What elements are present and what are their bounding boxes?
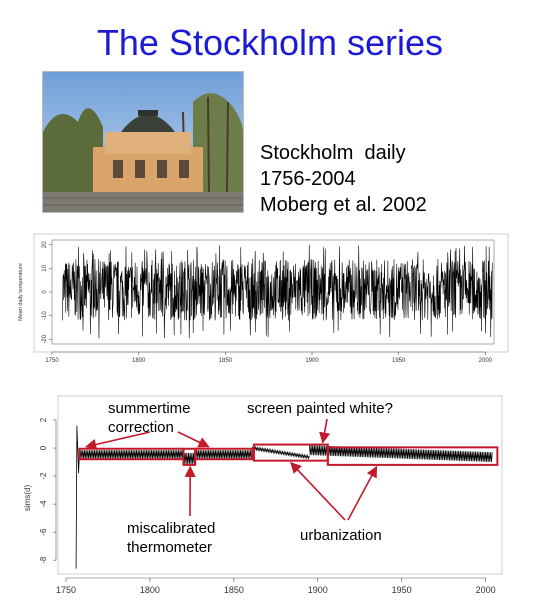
- series-caption: [260, 140, 427, 218]
- caption-line-1: Stockholm daily: [260, 142, 406, 164]
- bottom-y-tick-label: -4: [39, 500, 48, 508]
- bottom-y-axis-label: sims(d): [23, 484, 32, 512]
- top-x-tick-label: 2000: [478, 358, 493, 364]
- bottom-x-tick-label: 1800: [139, 585, 160, 595]
- top-y-tick-label: 10: [42, 265, 48, 272]
- bottom-y-tick-label: -2: [39, 472, 48, 480]
- top-x-tick-label: 1900: [305, 358, 319, 364]
- annotation-line: miscalibrated: [127, 520, 216, 537]
- bottom-x-tick-label: 1950: [391, 585, 412, 595]
- top-y-tick-label: -10: [42, 311, 48, 320]
- annotation-line: correction: [108, 419, 174, 436]
- arrow-urbanization-right: [348, 467, 377, 520]
- top-x-tick-label: 1850: [218, 358, 233, 364]
- bottom-y-tick-label: -6: [39, 528, 48, 536]
- bottom-y-tick-label: 2: [39, 417, 48, 423]
- daily-temperature-line: [62, 245, 492, 339]
- top-x-tick-label: 1950: [391, 358, 406, 364]
- bottom-x-tick-label: 2000: [475, 585, 496, 595]
- bottom-x-tick-label: 1900: [307, 585, 328, 595]
- bottom-y-tick-label: -8: [39, 556, 48, 564]
- top-y-axis-label: Mean daily temperature: [18, 263, 24, 321]
- annotation-screen-painted-white: [247, 399, 393, 418]
- caption-line-3: Moberg et al. 2002: [260, 194, 427, 216]
- annotation-summertime-correction: [108, 399, 191, 437]
- bottom-x-tick-label: 1850: [223, 585, 244, 595]
- annotation-line: thermometer: [127, 539, 213, 556]
- adjustment-series-chart: [0, 392, 540, 612]
- annotation-line: summertime: [108, 400, 191, 417]
- top-x-tick-label: 1750: [45, 358, 59, 364]
- page-title: The Stockholm series: [96, 22, 444, 63]
- annotation-line: screen painted white?: [247, 400, 393, 417]
- annotation-miscalibrated-thermometer: [127, 519, 215, 557]
- top-y-tick-label: 20: [42, 241, 48, 249]
- arrow-urbanization-left: [291, 463, 345, 520]
- daily-temperature-chart: [0, 232, 540, 370]
- caption-line-2: 1756-2004: [260, 168, 356, 190]
- adjustment-line-segment-2: [252, 447, 309, 459]
- arrow-screen-painted: [323, 419, 327, 443]
- bottom-x-tick-label: 1750: [55, 585, 77, 595]
- bottom-y-tick-label: 0: [39, 445, 48, 451]
- observatory-photo: [42, 71, 244, 213]
- top-y-tick-label: -20: [42, 334, 48, 344]
- top-y-tick-label: 0: [42, 290, 48, 294]
- observatory-illustration: [43, 72, 243, 212]
- annotation-urbanization: [300, 526, 382, 545]
- top-x-tick-label: 1800: [131, 358, 146, 364]
- top-series-lines: [62, 245, 492, 339]
- annotation-line: urbanization: [300, 527, 382, 544]
